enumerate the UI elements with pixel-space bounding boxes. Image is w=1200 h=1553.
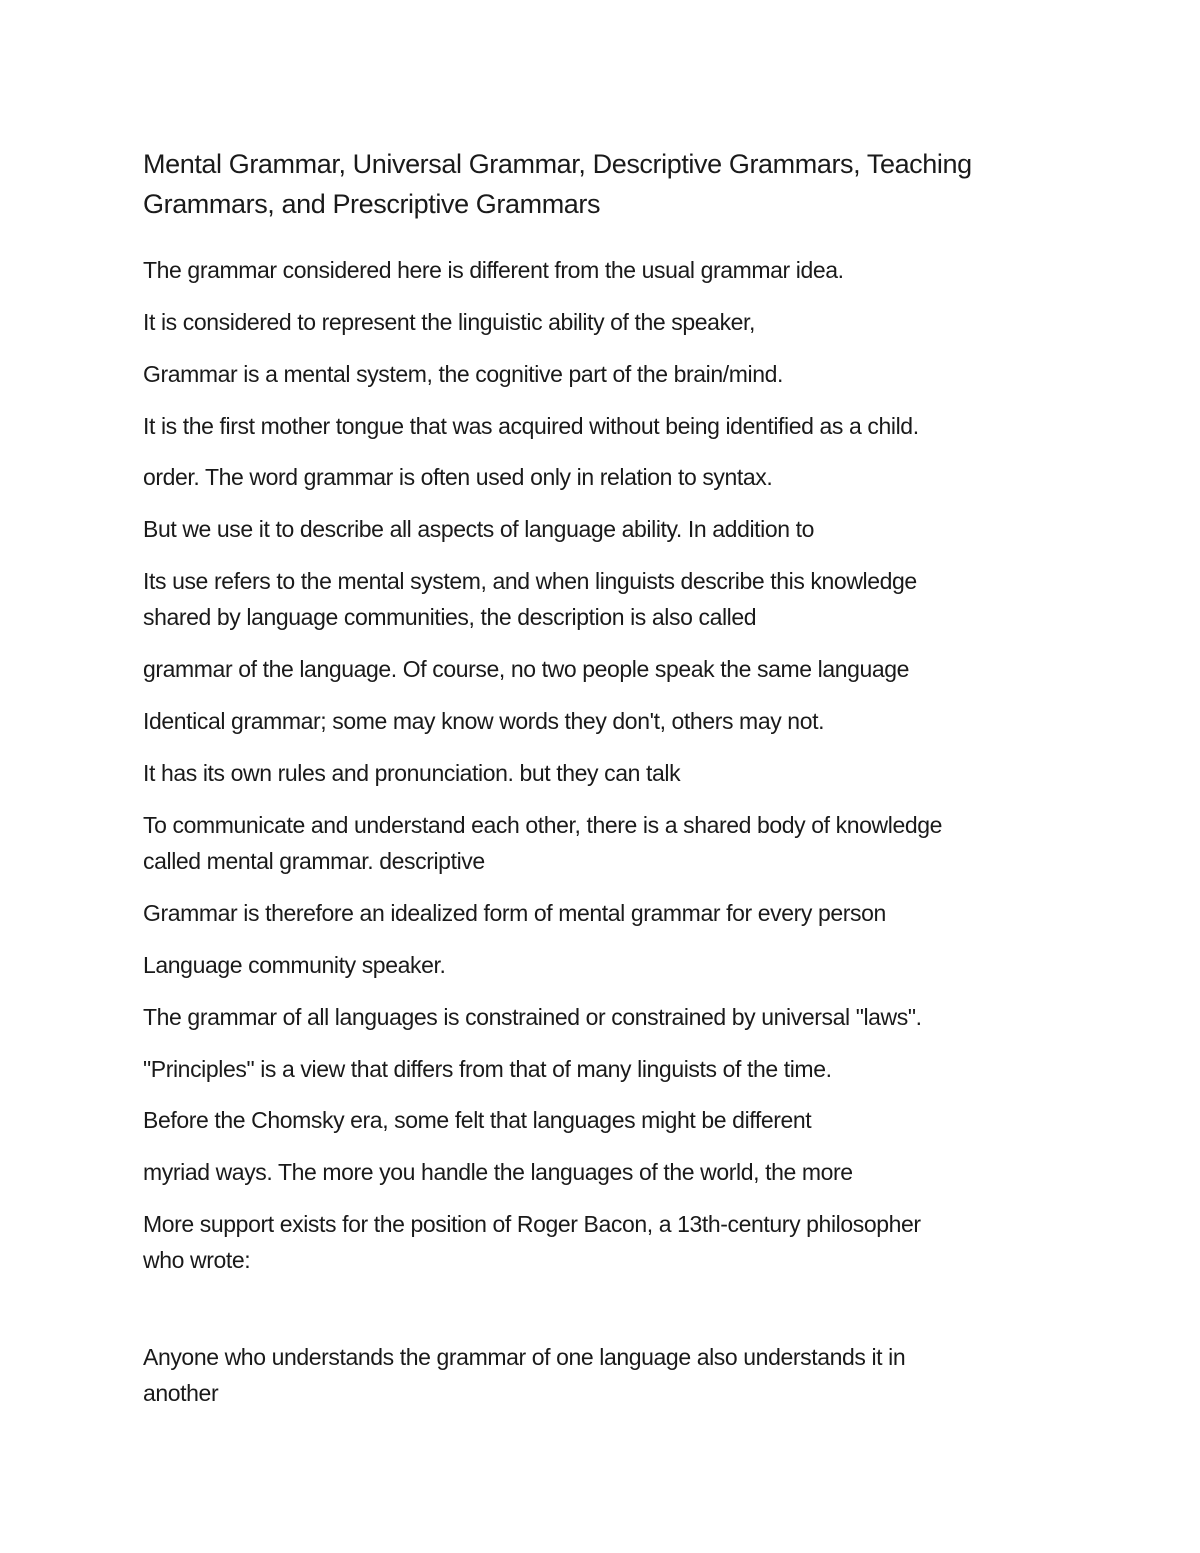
paragraph	[143, 1154, 1073, 1190]
paragraph-line: The grammar considered here is different from the usual grammar idea.	[143, 257, 844, 283]
paragraph	[143, 651, 1073, 687]
paragraph-line: The grammar of all languages is constrained or constrained by universal "laws".	[143, 1004, 922, 1030]
paragraph	[143, 755, 1073, 791]
paragraph-line: "Principles" is a view that differs from that of many linguists of the time.	[143, 1056, 832, 1082]
paragraph-line: another	[143, 1380, 219, 1406]
paragraph	[143, 511, 1073, 547]
paragraph-line: Grammar is a mental system, the cognitive part of the brain/mind.	[143, 361, 783, 387]
title-line: Mental Grammar, Universal Grammar, Descriptive Grammars, Teaching	[143, 149, 972, 179]
paragraph-line: More support exists for the position of Roger Bacon, a 13th-century philosopher	[143, 1211, 921, 1237]
paragraph-line: myriad ways. The more you handle the languages of the world, the more	[143, 1159, 853, 1185]
paragraph-line: It has its own rules and pronunciation. but they can talk	[143, 760, 681, 786]
paragraph	[143, 408, 1073, 444]
paragraph-line: It is considered to represent the linguistic ability of the speaker,	[143, 309, 756, 335]
paragraph-line: order. The word grammar is often used only in relation to syntax.	[143, 464, 773, 490]
paragraph-line: Grammar is therefore an idealized form of mental grammar for every person	[143, 900, 886, 926]
paragraph-line: Anyone who understands the grammar of one language also understands it in	[143, 1344, 906, 1370]
paragraph-line: It is the first mother tongue that was acquired without being identified as a child.	[143, 413, 919, 439]
paragraph-line: shared by language communities, the description is also called	[143, 604, 757, 630]
document-title	[143, 144, 1073, 224]
paragraph	[143, 356, 1073, 392]
paragraph	[143, 1051, 1073, 1087]
paragraph	[143, 999, 1073, 1035]
paragraph	[143, 1206, 1073, 1278]
paragraph-line: Identical grammar; some may know words they don't, others may not.	[143, 708, 825, 734]
paragraph	[143, 807, 1073, 879]
paragraph-line: grammar of the language. Of course, no two people speak the same language	[143, 656, 910, 682]
paragraph-line: called mental grammar. descriptive	[143, 848, 485, 874]
paragraph	[143, 304, 1073, 340]
paragraph	[143, 1102, 1073, 1138]
paragraph-line: who wrote:	[143, 1247, 251, 1273]
paragraph-line: To communicate and understand each other, there is a shared body of knowledge	[143, 812, 943, 838]
title-line: Grammars, and Prescriptive Grammars	[143, 189, 601, 219]
paragraph-line: Before the Chomsky era, some felt that languages might be different	[143, 1107, 812, 1133]
paragraph	[143, 563, 1073, 635]
paragraph	[143, 947, 1073, 983]
paragraph-line: Its use refers to the mental system, and when linguists describe this knowledge	[143, 568, 917, 594]
paragraph	[143, 252, 1073, 288]
paragraph	[143, 459, 1073, 495]
paragraph	[143, 703, 1073, 739]
paragraph	[143, 895, 1073, 931]
paragraph-line: Language community speaker.	[143, 952, 446, 978]
paragraph	[143, 1339, 1073, 1411]
paragraph-line: But we use it to describe all aspects of language ability. In addition to	[143, 516, 815, 542]
